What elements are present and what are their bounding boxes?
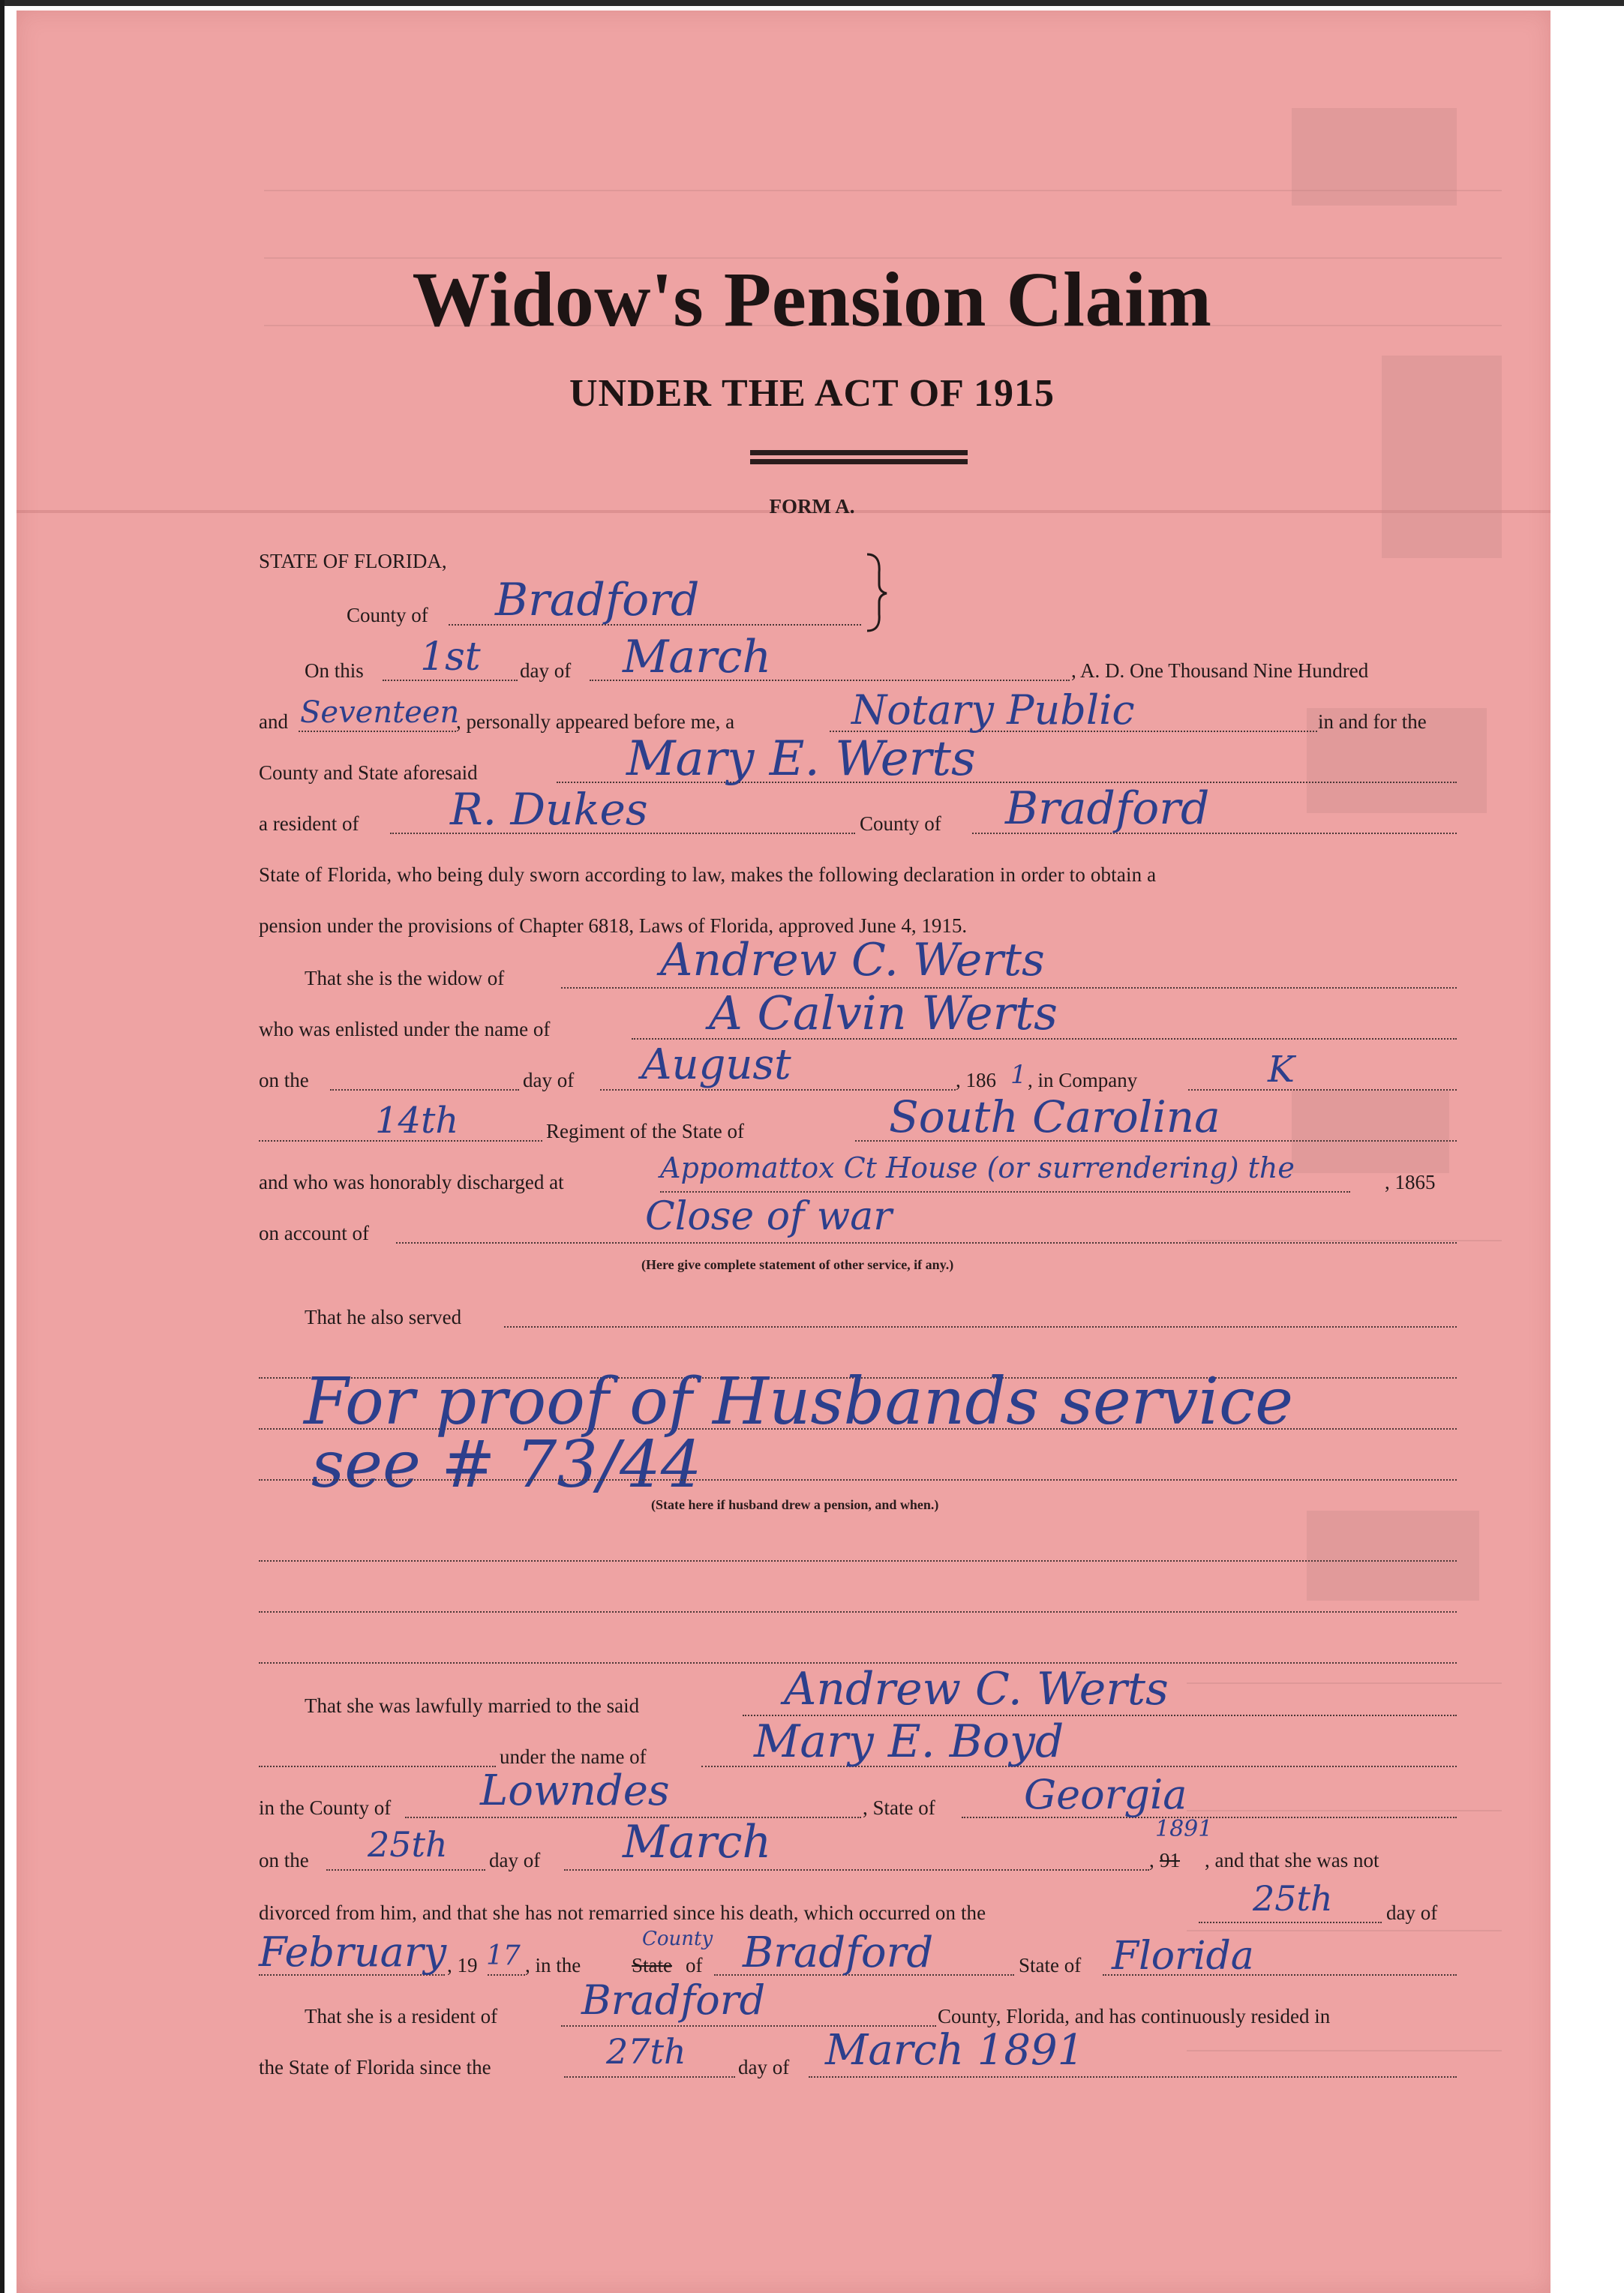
regiment-entry: 14th [375, 1100, 459, 1142]
county-of-label: County of [347, 604, 428, 626]
day-of-label: day of [520, 659, 572, 682]
widow-of-label: That she is the widow of [305, 967, 505, 989]
in-the-label: , in the [525, 1954, 581, 1976]
residence-county-entry: Bradford [1005, 782, 1210, 835]
county-of-mid-label: County of [860, 812, 941, 835]
county-brace [861, 551, 891, 634]
marriage-day-line [326, 1869, 485, 1871]
residence-entry: R. Dukes [450, 784, 648, 835]
in-county-of-label: in the County of [259, 1796, 392, 1819]
marriage-year-comma: , [1149, 1849, 1154, 1871]
day-of-label-5: day of [738, 2056, 790, 2078]
death-year-line [488, 1974, 525, 1976]
married-to-label: That she was lawfully married to the said [305, 1694, 640, 1717]
service-note: (Here give complete statement of other service, if any.) [641, 1257, 954, 1272]
claimant-entry: Mary E. Werts [626, 731, 976, 787]
regiment-of-label: Regiment of the State of [546, 1120, 744, 1142]
on-this-label: On this [305, 659, 364, 682]
pension-line-2 [259, 1611, 1457, 1613]
under-name-of-label: under the name of [500, 1745, 647, 1768]
discharge-reason-line [396, 1242, 1457, 1244]
resident-of-label: That she is a resident of [305, 2005, 498, 2027]
resided-since-line [809, 2076, 1457, 2078]
marriage-year-printed: 91 [1160, 1849, 1180, 1871]
title-rule-top [750, 450, 968, 455]
on-the-label: on the [259, 1069, 309, 1091]
husband-2-entry: Andrew C. Werts [784, 1663, 1169, 1715]
marriage-day-entry: 25th [368, 1824, 448, 1865]
divorced-text: divorced from him, and that she has not remarried since his death, which occurred on the [259, 1901, 986, 1924]
county-florida-text: County, Florida, and has continuously resided in [938, 2005, 1331, 2027]
discharge-reason-entry: Close of war [645, 1194, 893, 1239]
enlist-month-line [600, 1089, 956, 1091]
enlist-year-digit: 1 [1010, 1060, 1027, 1090]
marriage-county-entry: Lowndes [480, 1766, 670, 1815]
year-1861-label: , 186 [956, 1069, 996, 1091]
county-state-aforesaid: County and State aforesaid [259, 761, 478, 784]
pension-note: (State here if husband drew a pension, and when.) [651, 1497, 939, 1512]
husband-entry: Andrew C. Werts [660, 934, 1045, 986]
year-1865-label: , 1865 [1385, 1171, 1436, 1193]
resided-day-line [564, 2076, 735, 2078]
state-of-label-2: State of [1019, 1954, 1082, 1976]
day-of-label-4: day of [1386, 1901, 1438, 1924]
enlist-day-line [330, 1089, 519, 1091]
declaration-line-2: pension under the provisions of Chapter 6818, Laws of Florida, approved June 4, 1915. [259, 914, 968, 937]
in-and-for-text: in and for the [1318, 710, 1427, 733]
death-day-line [1199, 1922, 1382, 1923]
form-label: FORM A. [769, 495, 855, 518]
not-divorced-prefix: , and that she was not [1205, 1849, 1379, 1871]
enlisted-under-label: who was enlisted under the name of [259, 1018, 551, 1040]
year-word-line [299, 731, 456, 732]
death-county-entry: Bradford [743, 1928, 934, 1977]
company-entry: K [1268, 1049, 1295, 1091]
a-resident-of-label: a resident of [259, 812, 359, 835]
discharged-at-label: and who was honorably discharged at [259, 1171, 564, 1193]
maiden-name-entry: Mary E. Boyd [754, 1715, 1064, 1768]
service-entry-line-2: see # 73/44 [311, 1427, 702, 1502]
death-state-entry: Florida [1112, 1934, 1254, 1979]
year-prefix-19: , 19 [447, 1954, 478, 1976]
florida-since-label: the State of Florida since the [259, 2056, 491, 2078]
and-label: and [259, 710, 288, 733]
on-account-of-label: on account of [259, 1222, 369, 1244]
resided-day-entry: 27th [606, 2031, 686, 2072]
pension-line-1 [259, 1560, 1457, 1562]
state-heading: STATE OF FLORIDA, [259, 550, 447, 572]
scan-edge-top [0, 0, 1624, 6]
personally-appeared-text: , personally appeared before me, a [456, 710, 735, 733]
county-entry: Bradford [495, 574, 700, 626]
marriage-year-insert: 1891 [1155, 1816, 1213, 1842]
on-the-label-2: on the [259, 1849, 309, 1871]
title-rule-bottom [750, 459, 968, 464]
marriage-month-entry: March [623, 1816, 772, 1868]
officer-entry: Notary Public [851, 686, 1135, 734]
discharge-place-entry: Appomattox Ct House (or surrendering) the [660, 1151, 1295, 1184]
regiment-state-entry: South Carolina [889, 1091, 1220, 1142]
year-word-entry: Seventeen [300, 695, 460, 730]
also-served-line-1 [504, 1326, 1457, 1328]
death-day-entry: 25th [1253, 1878, 1333, 1919]
day-entry: 1st [420, 635, 481, 680]
month-entry: March [623, 631, 772, 683]
declaration-line-1: State of Florida, who being duly sworn according to law, makes the following declaration in order to obtain a [259, 863, 1157, 886]
marriage-month-line [564, 1869, 1149, 1871]
death-month-entry: February [259, 1928, 447, 1976]
day-line [383, 680, 518, 681]
day-of-label-2: day of [523, 1069, 575, 1091]
discharge-place-line [660, 1191, 1350, 1193]
resided-since-entry: March 1891 [825, 2026, 1085, 2075]
form-subtitle: UNDER THE ACT OF 1915 [569, 372, 1055, 415]
state-of-label: , State of [863, 1796, 935, 1819]
county-insert: County [642, 1928, 713, 1950]
day-of-label-3: day of [489, 1849, 541, 1871]
company-line [1188, 1089, 1457, 1091]
state-struck: State [632, 1954, 672, 1976]
also-served-label: That he also served [305, 1306, 462, 1328]
ad-phrase: , A. D. One Thousand Nine Hundred [1071, 659, 1369, 682]
blank-before-under-name [259, 1766, 496, 1767]
resident-county-entry: Bradford [581, 1976, 766, 2024]
in-company-label: , in Company [1028, 1069, 1138, 1091]
form-title: Widow's Pension Claim [412, 257, 1212, 343]
death-year-entry: 17 [486, 1940, 521, 1971]
service-entry-line-1: For proof of Husbands service [304, 1364, 1294, 1439]
marriage-state-entry: Georgia [1024, 1771, 1187, 1818]
enlist-month-entry: August [641, 1040, 791, 1089]
also-served-line-4 [259, 1479, 1457, 1481]
enlisted-name-entry: A Calvin Werts [709, 986, 1058, 1040]
of-label: of [686, 1954, 703, 1976]
